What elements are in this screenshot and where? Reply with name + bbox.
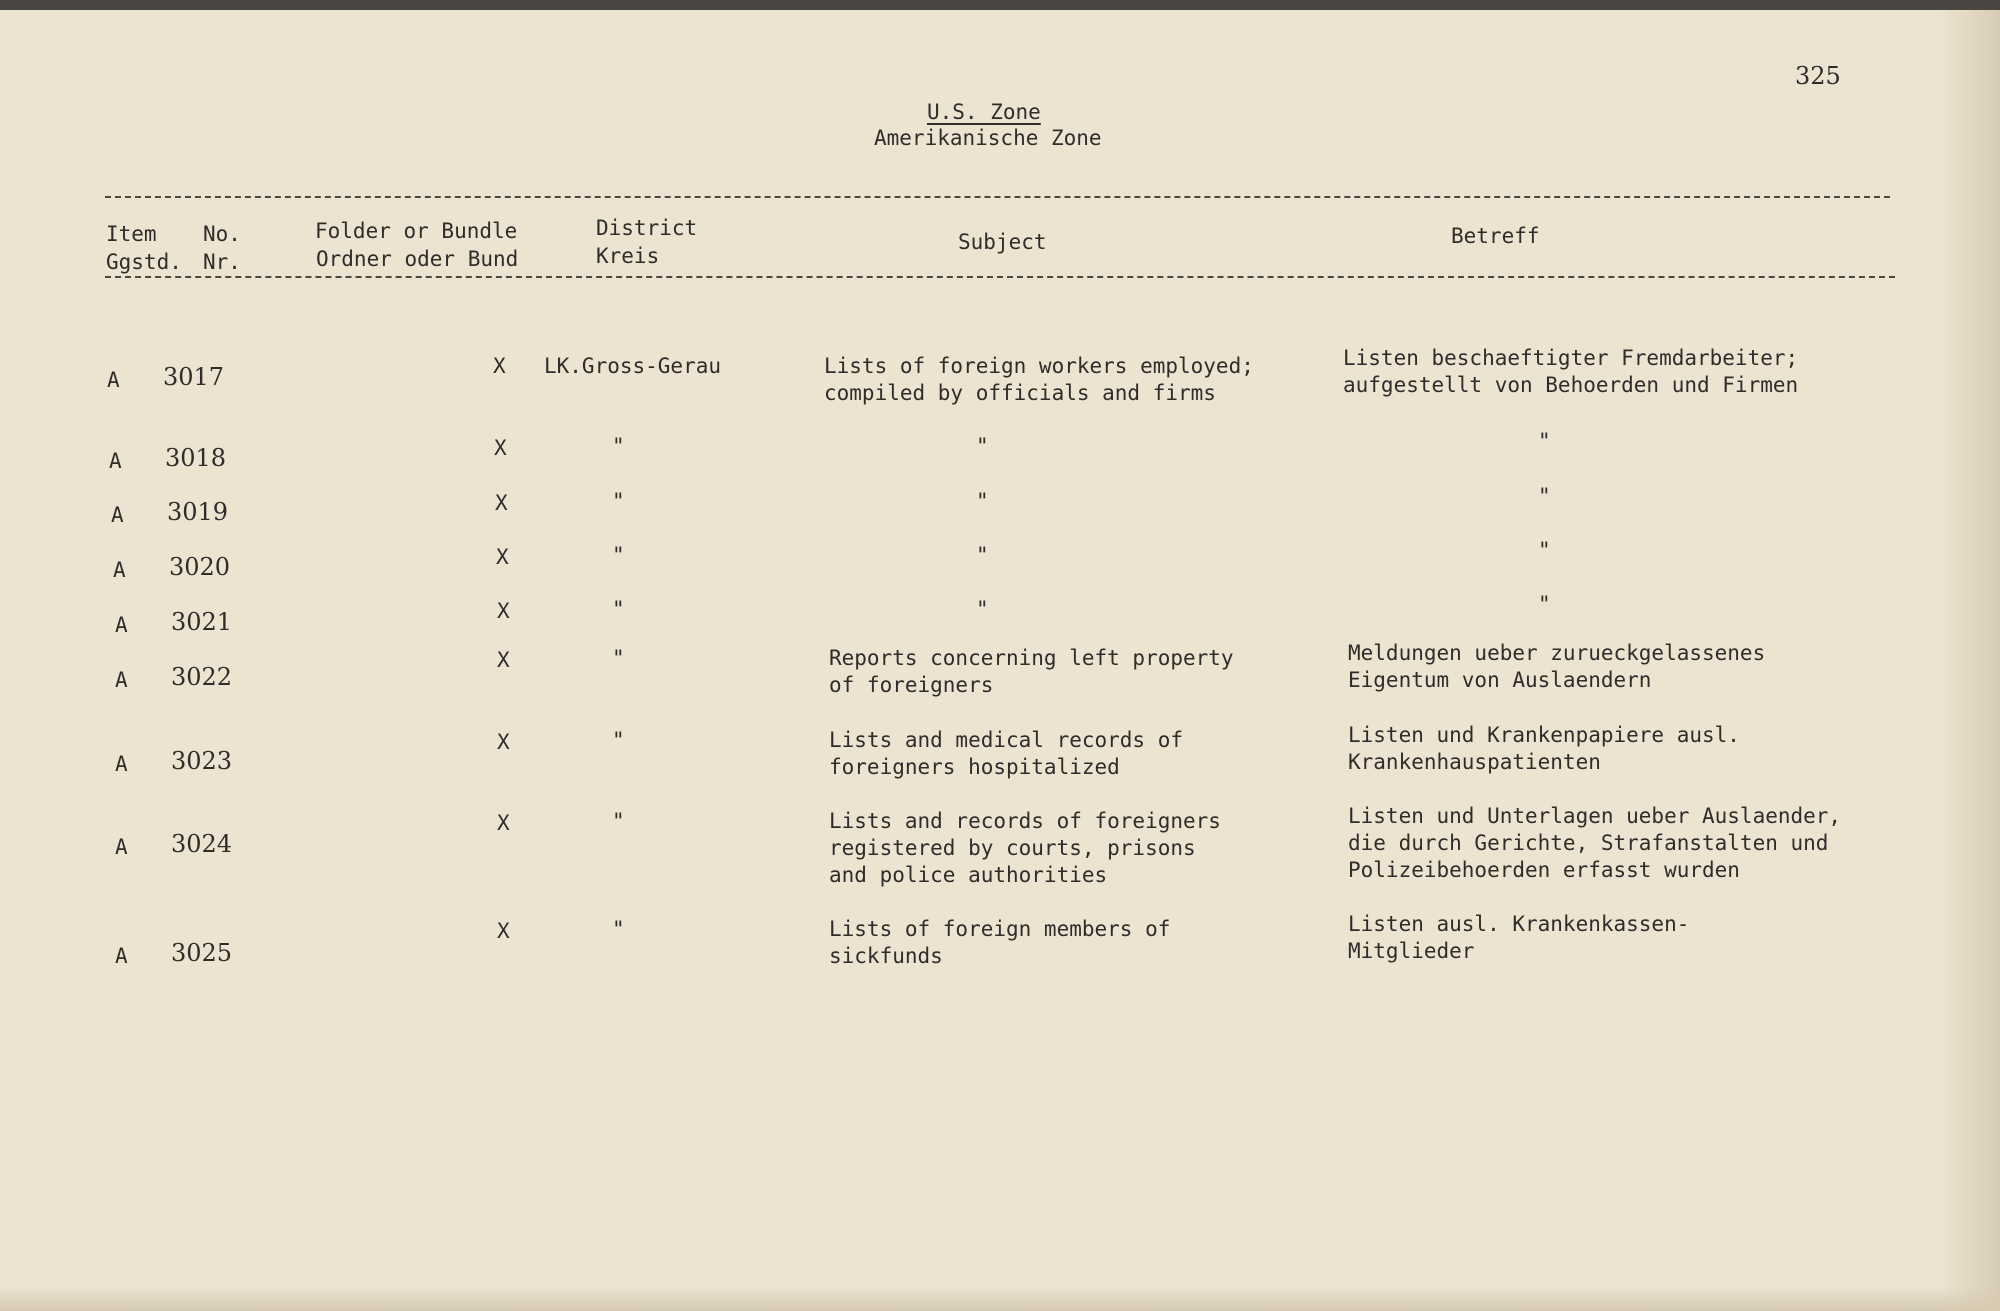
row-district-ditto: " — [612, 646, 625, 670]
row-folder-mark: X — [496, 545, 509, 569]
row-item-letter: A — [113, 558, 126, 582]
row-item-number: 3023 — [171, 747, 233, 775]
col-header-district-de: Kreis — [596, 244, 660, 268]
row-subject-line: Lists of foreign workers employed; — [824, 354, 1254, 378]
row-item-letter: A — [115, 835, 128, 859]
row-subject-line: Lists and medical records of — [829, 728, 1184, 752]
row-betreff-line: die durch Gerichte, Strafanstalten und — [1348, 831, 1829, 855]
row-folder-mark: X — [494, 436, 507, 460]
row-betreff-line: aufgestellt von Behoerden und Firmen — [1343, 373, 1799, 397]
row-betreff-line: Meldungen ueber zurueckgelassenes — [1348, 641, 1766, 665]
row-district-ditto: " — [612, 728, 625, 752]
col-header-no: No. — [203, 222, 241, 246]
row-item-letter: A — [115, 944, 128, 968]
row-betreff-line: Mitglieder — [1348, 939, 1475, 963]
row-subject-line: compiled by officials and firms — [824, 381, 1216, 405]
row-district-ditto: " — [612, 543, 625, 567]
row-item-letter: A — [111, 503, 124, 527]
row-item-letter: A — [115, 752, 128, 776]
row-folder-mark: X — [497, 599, 510, 623]
row-item-number: 3017 — [163, 363, 225, 391]
row-betreff-line: Eigentum von Auslaendern — [1348, 668, 1652, 692]
col-header-no-de: Nr. — [203, 250, 241, 274]
row-folder-mark: X — [495, 491, 508, 515]
col-header-folder: Folder or Bundle — [315, 219, 518, 243]
row-folder-mark: X — [497, 811, 510, 835]
row-item-letter: A — [107, 368, 120, 392]
row-item-number: 3024 — [171, 830, 233, 858]
row-item-number: 3020 — [169, 553, 231, 581]
header-top-rule — [105, 196, 1890, 198]
row-betreff-line: " — [1538, 538, 1551, 562]
page-bottom-shadow — [0, 1287, 2000, 1311]
row-subject-line: of foreigners — [829, 673, 994, 697]
row-subject-line: registered by courts, prisons — [829, 836, 1196, 860]
row-betreff-line: " — [1538, 592, 1551, 616]
row-betreff-line: " — [1538, 484, 1551, 508]
col-header-betreff: Betreff — [1451, 224, 1540, 248]
col-header-district: District — [596, 216, 698, 240]
row-betreff-line: Listen beschaeftigter Fremdarbeiter; — [1343, 346, 1799, 370]
col-header-folder-de: Ordner oder Bund — [316, 247, 519, 271]
row-betreff-line: Polizeibehoerden erfasst wurden — [1348, 858, 1740, 882]
row-item-number: 3021 — [171, 608, 233, 636]
row-item-letter: A — [115, 668, 128, 692]
page-subtitle: Amerikanische Zone — [874, 126, 1102, 150]
row-subject-line: Lists of foreign members of — [829, 917, 1171, 941]
row-betreff-line: Listen und Unterlagen ueber Auslaender, — [1348, 804, 1842, 828]
row-district-ditto: " — [612, 434, 625, 458]
row-subject-line: Reports concerning left property — [829, 646, 1234, 670]
page-number: 325 — [1795, 62, 1841, 90]
row-folder-mark: X — [497, 919, 510, 943]
row-betreff-line: Listen ausl. Krankenkassen- — [1348, 912, 1690, 936]
col-header-subject: Subject — [958, 230, 1047, 254]
row-district-ditto: " — [612, 597, 625, 621]
row-folder-mark: X — [497, 648, 510, 672]
row-subject-line: Lists and records of foreigners — [829, 809, 1221, 833]
row-subject-line: sickfunds — [829, 944, 943, 968]
page-edge-shadow — [1940, 10, 2000, 1311]
row-district-ditto: " — [612, 489, 625, 513]
page-title: U.S. Zone — [927, 100, 1041, 124]
row-district: LK.Gross-Gerau — [544, 354, 722, 378]
row-item-letter: A — [109, 449, 122, 473]
row-subject-line: " — [976, 434, 989, 458]
row-item-letter: A — [115, 613, 128, 637]
row-folder-mark: X — [493, 354, 506, 378]
header-bottom-rule — [105, 276, 1895, 278]
row-district-ditto: " — [612, 917, 625, 941]
row-item-number: 3025 — [171, 939, 233, 967]
col-header-item-de: Ggstd. — [106, 250, 182, 274]
document-page — [0, 10, 2000, 1311]
row-item-number: 3018 — [165, 444, 227, 472]
row-betreff-line: Krankenhauspatienten — [1348, 750, 1601, 774]
row-district-ditto: " — [612, 809, 625, 833]
row-betreff-line: Listen und Krankenpapiere ausl. — [1348, 723, 1740, 747]
row-item-number: 3022 — [171, 663, 233, 691]
row-subject-line: foreigners hospitalized — [829, 755, 1120, 779]
row-subject-line: and police authorities — [829, 863, 1108, 887]
row-subject-line: " — [976, 543, 989, 567]
row-betreff-line: " — [1538, 429, 1551, 453]
row-folder-mark: X — [497, 730, 510, 754]
row-subject-line: " — [976, 489, 989, 513]
row-item-number: 3019 — [167, 498, 229, 526]
col-header-item: Item — [106, 222, 157, 246]
row-subject-line: " — [976, 597, 989, 621]
